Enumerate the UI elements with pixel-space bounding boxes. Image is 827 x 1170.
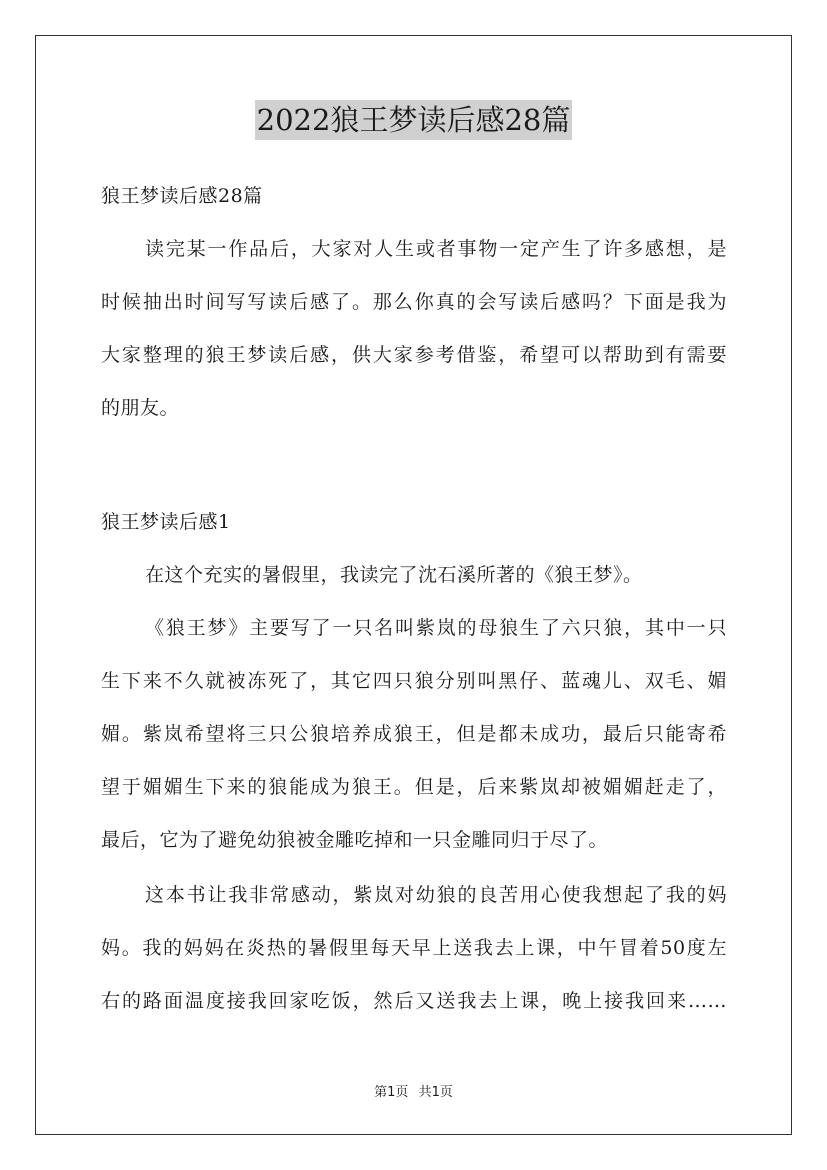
paragraph-2-line-2: 生下来不久就被冻死了，其它四只狼分别叫黑仔、蓝魂儿、双毛、媚 <box>101 670 727 692</box>
page-number: 第1页 <box>374 1085 409 1100</box>
paragraph-3-line-1: 这本书让我非常感动，紫岚对幼狼的良苦用心使我想起了我的妈 <box>145 884 727 906</box>
paragraph-3-line-3: 右的路面温度接我回家吃饭，然后又送我去上课，晚上接我回来…… <box>101 990 727 1012</box>
section-heading: 狼王梦读后感1 <box>101 511 231 533</box>
paragraph-2-line-3: 媚。紫岚希望将三只公狼培养成狼王，但是都未成功，最后只能寄希 <box>101 723 727 745</box>
intro-line-3: 大家整理的狼王梦读后感，供大家参考借鉴，希望可以帮助到有需要 <box>101 344 727 366</box>
paragraph-2-line-5: 最后，它为了避免幼狼被金雕吃掉和一只金雕同归于尽了。 <box>101 829 609 851</box>
paragraph-2-line-1: 《狼王梦》主要写了一只名叫紫岚的母狼生了六只狼，其中一只 <box>145 617 727 639</box>
page-total: 共1页 <box>418 1085 453 1100</box>
intro-line-1: 读完某一作品后，大家对人生或者事物一定产生了许多感想，是 <box>145 238 727 260</box>
paragraph-3-line-2: 妈。我的妈妈在炎热的暑假里每天早上送我去上课，中午冒着50度左 <box>101 937 727 959</box>
page-footer <box>0 1084 827 1102</box>
paragraph-2-line-4: 望于媚媚生下来的狼能成为狼王。但是，后来紫岚却被媚媚赶走了， <box>101 776 727 798</box>
intro-line-2: 时候抽出时间写写读后感了。那么你真的会写读后感吗？下面是我为 <box>101 291 727 313</box>
document-subtitle: 狼王梦读后感28篇 <box>101 185 263 207</box>
document-title: 2022狼王梦读后感28篇 <box>255 100 573 140</box>
title-container <box>0 100 827 140</box>
paragraph-1: 在这个充实的暑假里，我读完了沈石溪所著的《狼王梦》。 <box>145 564 643 586</box>
intro-line-4: 的朋友。 <box>101 397 180 419</box>
